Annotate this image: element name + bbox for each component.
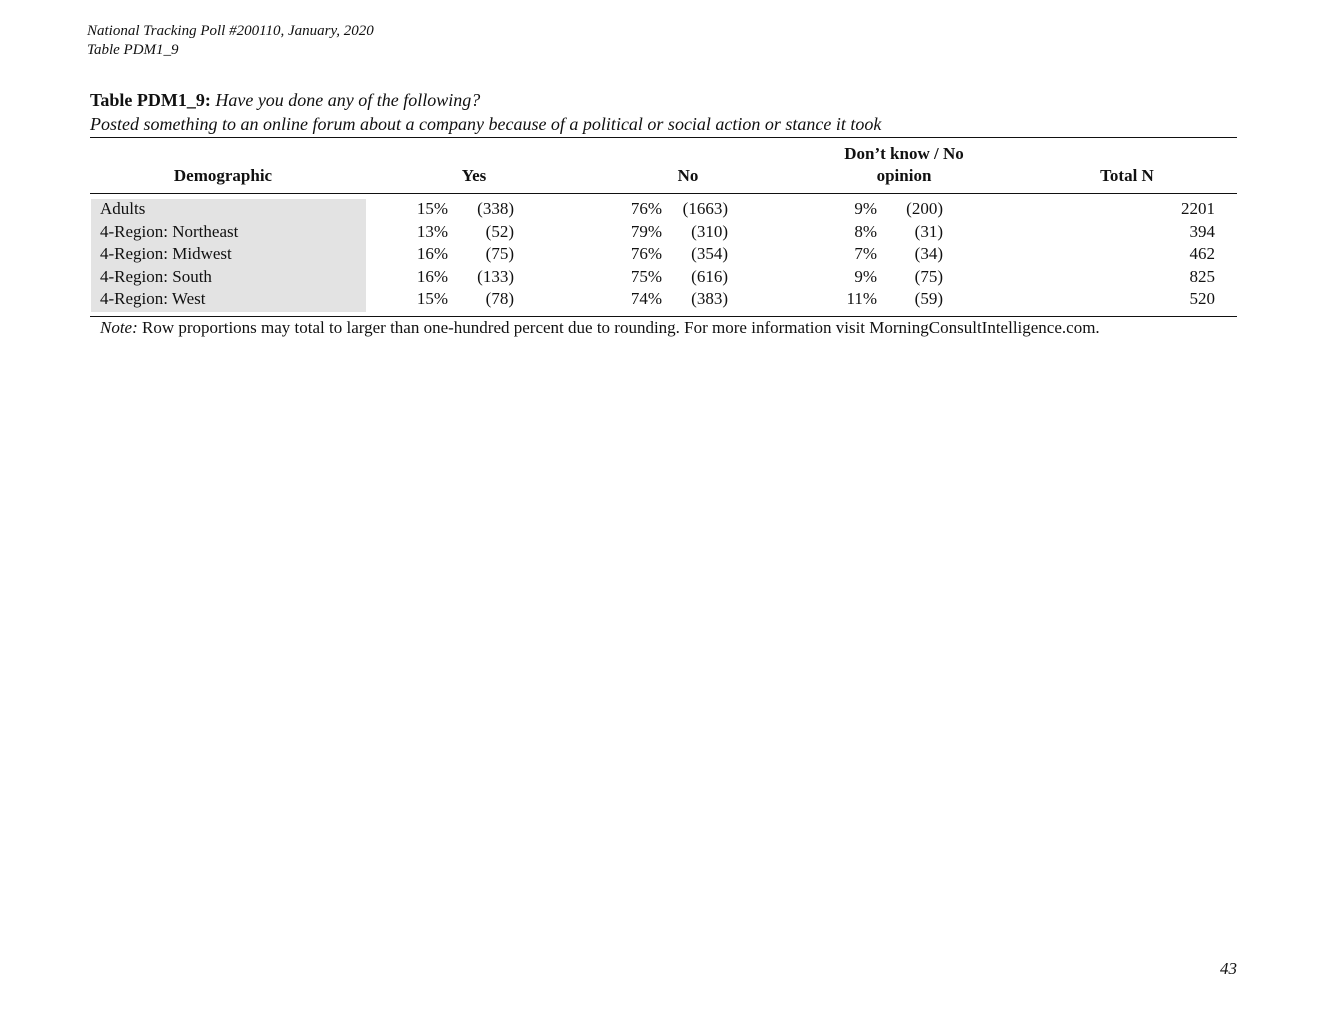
col-header-total: Total N (1100, 166, 1154, 185)
row-label: 4-Region: West (100, 289, 206, 308)
table-header-rule (90, 193, 1237, 194)
dk-percent: 7% (854, 244, 877, 263)
table-row (0, 288, 1320, 310)
no-percent: 76% (630, 244, 662, 263)
no-percent: 74% (630, 289, 662, 308)
yes-count: (78) (485, 289, 514, 308)
poll-title: National Tracking Poll #200110, January, 2020 (87, 23, 374, 39)
table-top-rule (90, 137, 1237, 138)
table-row (0, 221, 1320, 243)
dk-percent: 8% (854, 222, 877, 241)
row-label: 4-Region: Midwest (100, 244, 232, 263)
yes-percent: 16% (416, 244, 448, 263)
yes-percent: 16% (416, 267, 448, 286)
note-label: Note: (100, 318, 138, 337)
no-count: (383) (691, 289, 728, 308)
no-count: (354) (691, 244, 728, 263)
row-label: 4-Region: Northeast (100, 222, 239, 241)
no-percent: 79% (630, 222, 662, 241)
dk-count: (75) (914, 267, 943, 286)
total-n: 394 (1189, 222, 1215, 241)
dk-count: (59) (914, 289, 943, 308)
dk-count: (200) (906, 199, 943, 218)
yes-count: (75) (485, 244, 514, 263)
yes-percent: 13% (416, 222, 448, 241)
dk-count: (34) (914, 244, 943, 263)
no-percent: 76% (630, 199, 662, 218)
total-n: 2201 (1181, 199, 1215, 218)
no-count: (616) (691, 267, 728, 286)
total-n: 825 (1189, 267, 1215, 286)
col-header-demographic: Demographic (173, 166, 273, 185)
yes-count: (133) (477, 267, 514, 286)
caption-question: Have you done any of the following? (215, 90, 481, 110)
dk-percent: 11% (846, 289, 877, 308)
note-text: Row proportions may total to larger than one-hundred percent due to rounding. For more information visit MorningConsultIntelligence.com. (137, 318, 1100, 337)
yes-count: (338) (477, 199, 514, 218)
caption-label: Table PDM1_9: (90, 90, 211, 110)
yes-count: (52) (485, 222, 514, 241)
col-header-dk-line2: opinion (876, 166, 932, 185)
col-header-no: No (677, 166, 699, 185)
table-row (0, 266, 1320, 288)
yes-percent: 15% (416, 289, 448, 308)
yes-percent: 15% (416, 199, 448, 218)
no-count: (310) (691, 222, 728, 241)
col-header-dk-line1: Don’t know / No (844, 144, 964, 163)
row-label: 4-Region: South (100, 267, 212, 286)
no-count: (1663) (682, 199, 728, 218)
table-id: Table PDM1_9 (87, 42, 179, 58)
page-header (87, 22, 374, 60)
table-row (0, 198, 1320, 220)
total-n: 520 (1189, 289, 1215, 308)
dk-count: (31) (914, 222, 943, 241)
total-n: 462 (1189, 244, 1215, 263)
col-header-yes: Yes (461, 166, 487, 185)
row-label: Adults (100, 199, 146, 218)
dk-percent: 9% (854, 267, 877, 286)
dk-percent: 9% (854, 199, 877, 218)
page-number: 43 (1220, 959, 1237, 978)
table-note (100, 317, 1100, 339)
table-row (0, 243, 1320, 265)
caption-subtitle: Posted something to an online forum about a company because of a political or social action or stance it took (90, 114, 882, 134)
table-caption (90, 88, 1237, 136)
no-percent: 75% (630, 267, 662, 286)
